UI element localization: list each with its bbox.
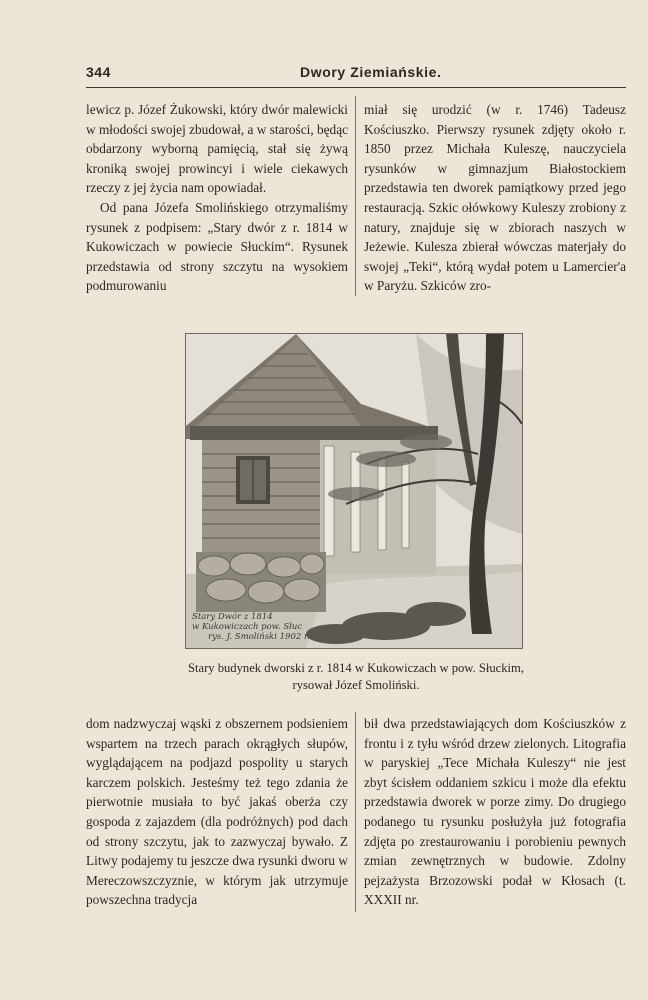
paragraph: Od pana Józefa Smolińskiego otrzymaliśmy rysunek z podpisem: „Stary dwór z r. 1814 w Kukowiczach w powiecie Słuckim“. Rysunek przedstawia od strony szczytu na wysokiem podmurowaniu [86, 199, 348, 294]
column-divider [355, 96, 356, 296]
paragraph: bił dwa przedstawiających dom Kościuszków z frontu i z tyłu wśród drzew zielonych. Litografia w paryskiej „Tece Michała Kuleszy“ nie jest zbyt ścisłem oddaniem szkicu i może dla efektu przedstawia dworek w porze zimy. Do drugiego podanego tu rysunku posłużyła już fotografia zdjęta po zrestaurowaniu i porobieniu pewnych zmian zewnętrznych w budowie. Zdolny pejzażysta Brzozowski podał w Kłosach (t. XXXII nr. [364, 716, 626, 908]
figure-caption [86, 660, 626, 694]
paragraph: dom nadzwyczaj wąski z obszernem podsieniem wspartem na trzech parach okrągłych słupów, wyglądającem na podjazd pospolity u starych karczem polskich. Jesteśmy też tego zdania że pierwotnie musiała to być jakaś oberża czy gospoda z zajazdem (dla podróżnych) pod dach od strony szczytu, jak to zazwyczaj bywało. Z Litwy podajemy tu jeszcze dwa rysunki dworu w Mereczowszczyznie, w którym jak utrzymuje powszechna tradycja [86, 716, 348, 908]
drawing-signature-line-3: rys. J. Smoliński 1902 r. [208, 632, 310, 642]
figure-illustration [185, 333, 523, 649]
top-right-column [364, 100, 626, 296]
caption-line: rysował Józef Smoliński. [292, 678, 420, 692]
bottom-right-column [364, 714, 626, 910]
top-left-column [86, 100, 348, 296]
house-drawing [186, 334, 522, 648]
paragraph: miał się urodzić (w r. 1746) Tadeusz Kościuszko. Pierwszy rysunek zdjęty około r. 1850 przez Michała Kuleszę, nauczyciela rysunków w gimnazjum Białostockiem przedstawia ten dworek pamiątkowy przed jego restauracją. Szkic ołówkowy Kuleszy zrobiony z natury, znajduje się w zbiorach naszych w Jeżewie. Kulesza zbierał wówczas materjały do swojej „Teki“, którą wydał potem u Lamercier'a w Paryżu. Szkiców zro- [364, 102, 626, 294]
paragraph: lewicz p. Józef Żukowski, który dwór malewicki w młodości swojej zbudował, a w starości, będąc obdarzony wyborną pamięcią, stał się żywą kroniką swojej prowincyi i wiele ciekawych rzeczy z jej życia nam opowiadał. [86, 102, 348, 196]
drawing-signature-line-1: Stary Dwór z 1814 [192, 612, 273, 622]
header-rule [86, 87, 626, 88]
column-divider [355, 712, 356, 912]
page-header [86, 64, 626, 86]
page-number: 344 [86, 64, 111, 80]
drawing-signature-line-2: w Kukowiczach pow. Słuc [192, 622, 303, 632]
bottom-left-column [86, 714, 348, 910]
caption-line: Stary budynek dworski z r. 1814 w Kukowiczach w pow. Słuckim, [187, 661, 524, 675]
running-title: Dwory Ziemiańskie. [300, 64, 442, 80]
